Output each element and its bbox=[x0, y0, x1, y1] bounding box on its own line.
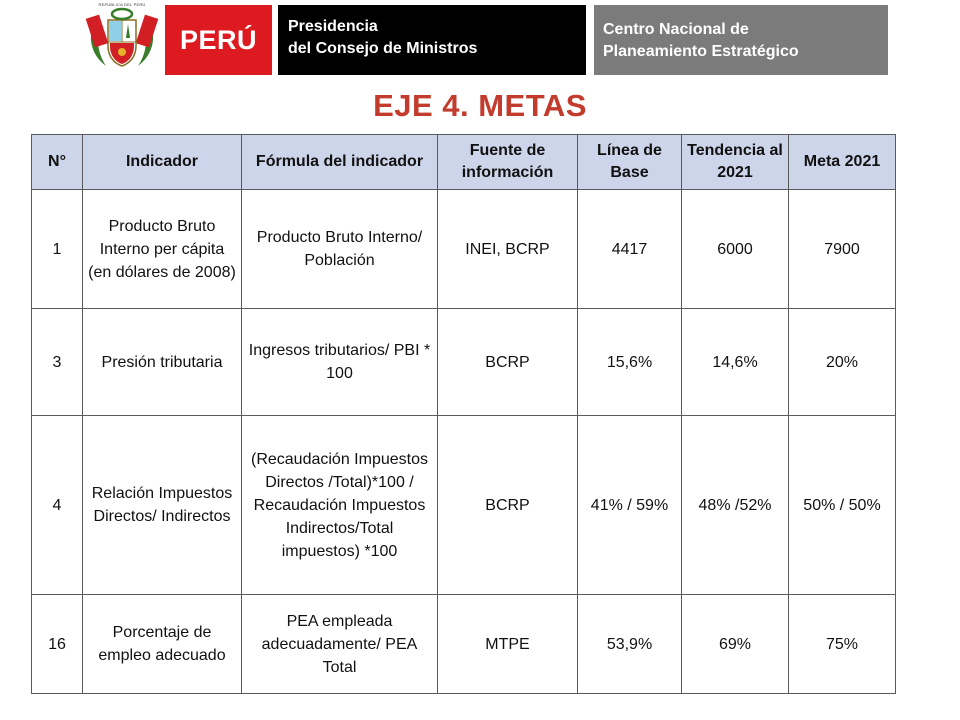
coat-of-arms-icon bbox=[84, 2, 160, 74]
cell-linea-base: 4417 bbox=[578, 190, 682, 309]
cell-meta: 75% bbox=[789, 595, 896, 694]
col-header-number: N° bbox=[32, 135, 83, 190]
cell-fuente: BCRP bbox=[438, 416, 578, 595]
cell-formula: (Recaudación Impuestos Directos /Total)*100 / Recaudación Impuestos Indirectos/Total impuestos) *100 bbox=[242, 416, 438, 595]
cell-number: 4 bbox=[32, 416, 83, 595]
cell-fuente: INEI, BCRP bbox=[438, 190, 578, 309]
cell-indicador: Porcentaje de empleo adecuado bbox=[83, 595, 242, 694]
col-header-tendencia: Tendencia al 2021 bbox=[682, 135, 789, 190]
table-row bbox=[32, 309, 896, 416]
table-row bbox=[32, 190, 896, 309]
cell-formula: Producto Bruto Interno/ Población bbox=[242, 190, 438, 309]
cell-number: 3 bbox=[32, 309, 83, 416]
cell-meta: 50% / 50% bbox=[789, 416, 896, 595]
cell-linea-base: 41% / 59% bbox=[578, 416, 682, 595]
cell-tendencia: 48% /52% bbox=[682, 416, 789, 595]
metas-table bbox=[31, 134, 896, 694]
page-title: EJE 4. METAS bbox=[373, 88, 587, 123]
cell-indicador: Presión tributaria bbox=[83, 309, 242, 416]
cell-tendencia: 6000 bbox=[682, 190, 789, 309]
table-header-row bbox=[32, 135, 896, 190]
col-header-fuente: Fuente de información bbox=[438, 135, 578, 190]
cell-number: 1 bbox=[32, 190, 83, 309]
cell-fuente: BCRP bbox=[438, 309, 578, 416]
emblem-caption: REPÚBLICA DEL PERÚ bbox=[98, 2, 146, 7]
peru-label: PERÚ bbox=[179, 24, 257, 55]
table-row bbox=[32, 416, 896, 595]
cell-indicador: Relación Impuestos Directos/ Indirectos bbox=[83, 416, 242, 595]
pcm-line2: del Consejo de Ministros bbox=[288, 40, 478, 57]
cell-formula: PEA empleada adecuadamente/ PEA Total bbox=[242, 595, 438, 694]
col-header-indicador: Indicador bbox=[83, 135, 242, 190]
cell-formula: Ingresos tributarios/ PBI * 100 bbox=[242, 309, 438, 416]
cell-meta: 7900 bbox=[789, 190, 896, 309]
cell-linea-base: 15,6% bbox=[578, 309, 682, 416]
cell-tendencia: 69% bbox=[682, 595, 789, 694]
ceplan-brand-block bbox=[594, 5, 888, 75]
col-header-meta: Meta 2021 bbox=[789, 135, 896, 190]
pcm-brand-block bbox=[278, 5, 586, 75]
cell-tendencia: 14,6% bbox=[682, 309, 789, 416]
table-row bbox=[32, 595, 896, 694]
peru-brand-block bbox=[165, 5, 272, 75]
cell-fuente: MTPE bbox=[438, 595, 578, 694]
col-header-linea-base: Línea de Base bbox=[578, 135, 682, 190]
cell-meta: 20% bbox=[789, 309, 896, 416]
ceplan-line1: Centro Nacional de bbox=[603, 21, 749, 38]
cell-number: 16 bbox=[32, 595, 83, 694]
pcm-line1: Presidencia bbox=[288, 18, 378, 35]
cell-indicador: Producto Bruto Interno per cápita (en dólares de 2008) bbox=[83, 190, 242, 309]
col-header-formula: Fórmula del indicador bbox=[242, 135, 438, 190]
cell-linea-base: 53,9% bbox=[578, 595, 682, 694]
ceplan-line2: Planeamiento Estratégico bbox=[603, 43, 799, 60]
